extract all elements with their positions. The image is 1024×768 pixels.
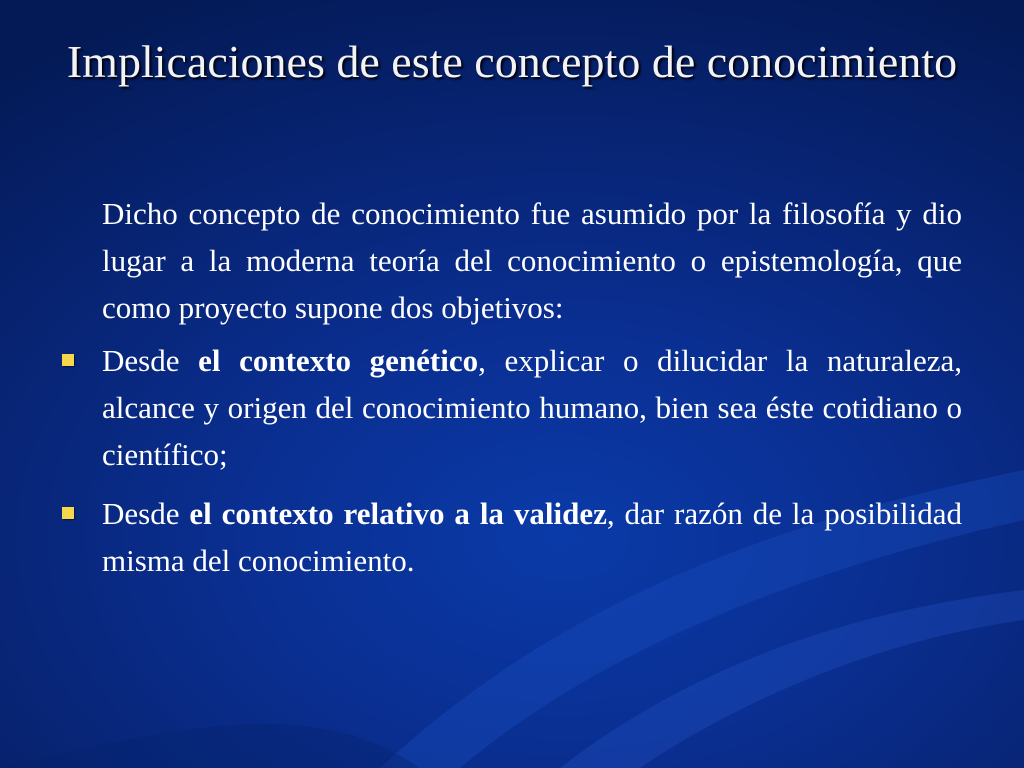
bullet-lead: Desde bbox=[102, 496, 190, 531]
bullet-rest: , dar razón de la posibilidad misma del conocimiento. bbox=[102, 496, 962, 578]
slide-title: Implicaciones de este concepto de conocimiento bbox=[66, 36, 958, 87]
bullet-item-validity-context bbox=[50, 490, 962, 584]
bullet-bold-term: el contexto genético bbox=[198, 343, 479, 378]
bullet-item-genetic-context bbox=[50, 337, 962, 478]
bullet-rest: , explicar o dilucidar la naturaleza, alcance y origen del conocimiento humano, bien sea éste cotidiano o científico; bbox=[102, 343, 962, 472]
slide-body bbox=[50, 190, 962, 596]
bullet-list bbox=[50, 337, 962, 584]
bullet-lead: Desde bbox=[102, 343, 199, 378]
yellow-square-bullet-icon bbox=[62, 354, 74, 366]
yellow-square-bullet-icon bbox=[62, 507, 74, 519]
intro-paragraph: Dicho concepto de conocimiento fue asumido por la filosofía y dio lugar a la moderna teoría del conocimiento o epistemología, que como proyecto supone dos objetivos: bbox=[102, 196, 962, 325]
bullet-bold-term: el contexto relativo a la validez bbox=[189, 496, 607, 531]
